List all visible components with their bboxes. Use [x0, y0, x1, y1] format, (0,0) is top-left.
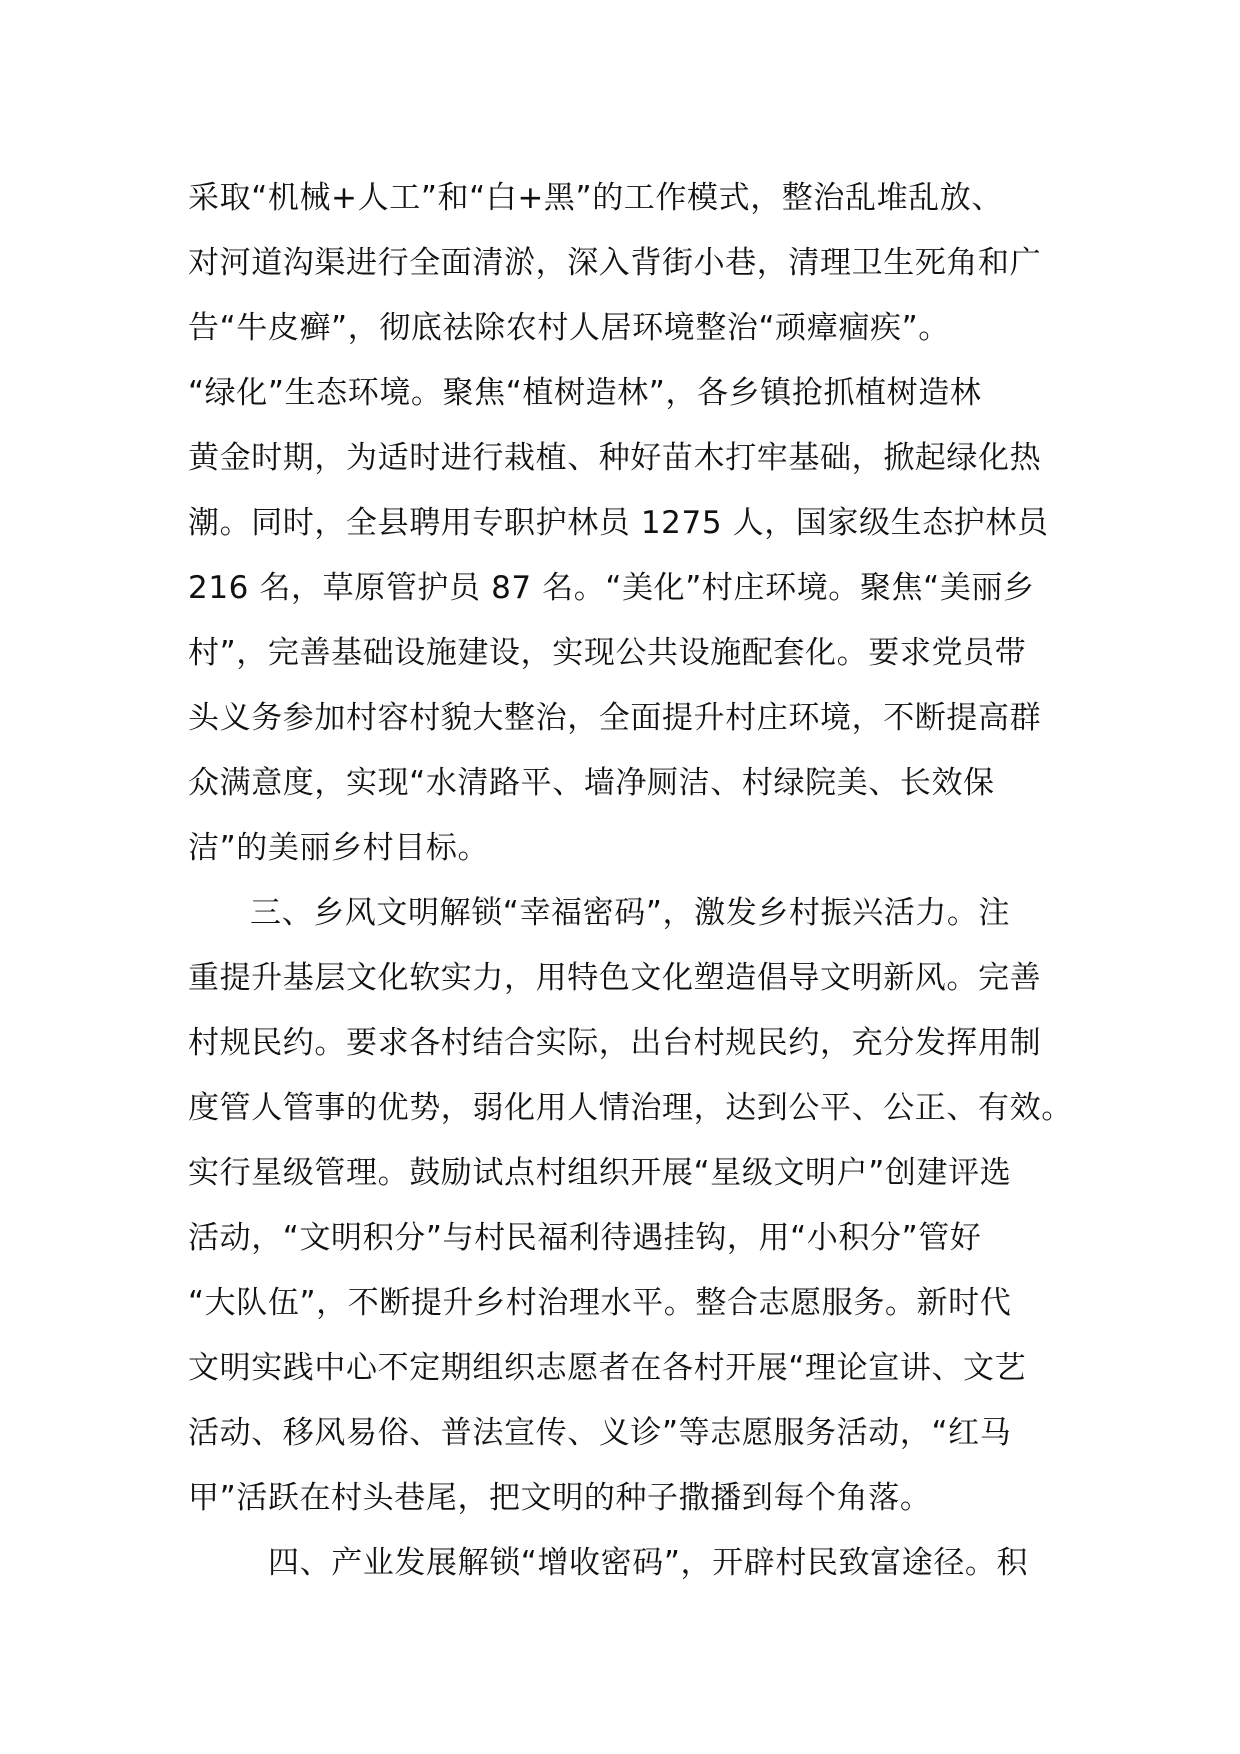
text-line: “大队伍”，不断提升乡村治理水平。整合志愿服务。新时代 [188, 1285, 1012, 1321]
text-line: 216 名，草原管护员 87 名。“美化”村庄环境。聚焦“美丽乡 [188, 570, 1035, 606]
text-line: 对河道沟渠进行全面清淤，深入背街小巷，清理卫生死角和广 [188, 245, 1042, 281]
text-line: 活动，“文明积分”与村民福利待遇挂钩，用“小积分”管好 [188, 1220, 982, 1256]
text-line: 村规民约。要求各村结合实际，出台村规民约，充分发挥用制 [188, 1025, 1042, 1061]
text-line: 三、乡风文明解锁“幸福密码”，激发乡村振兴活力。注 [250, 895, 1011, 931]
text-line: 四、产业发展解锁“增收密码”，开辟村民致富途径。积 [268, 1545, 1029, 1581]
text-line: 甲”活跃在村头巷尾，把文明的种子撒播到每个角落。 [188, 1480, 932, 1516]
text-line: 洁”的美丽乡村目标。 [188, 830, 490, 866]
text-line: 重提升基层文化软实力，用特色文化塑造倡导文明新风。完善 [188, 960, 1042, 996]
text-line: 众满意度，实现“水清路平、墙净厕洁、村绿院美、长效保 [188, 765, 995, 801]
text-line: 实行星级管理。鼓励试点村组织开展“星级文明户”创建评选 [188, 1155, 1012, 1191]
body-text [188, 166, 1073, 1596]
text-line: 采取“机械+人工”和“白+黑”的工作模式，整治乱堆乱放、 [188, 180, 1003, 216]
text-line: 活动、移风易俗、普法宣传、义诊”等志愿服务活动，“红马 [188, 1415, 1012, 1451]
text-line: 村”，完善基础设施建设，实现公共设施配套化。要求党员带 [188, 635, 1027, 671]
text-line: 潮。同时，全县聘用专职护林员 1275 人，国家级生态护林员 [188, 505, 1049, 541]
text-line: 告“牛皮癣”，彻底祛除农村人居环境整治“顽瘴痼疾”。 [188, 310, 950, 346]
text-line: “绿化”生态环境。聚焦“植树造林”，各乡镇抢抓植树造林 [188, 375, 982, 411]
text-line: 度管人管事的优势，弱化用人情治理，达到公平、公正、有效。 [188, 1090, 1073, 1126]
text-line: 文明实践中心不定期组织志愿者在各村开展“理论宣讲、文艺 [188, 1350, 1027, 1386]
text-line: 头义务参加村容村貌大整治，全面提升村庄环境，不断提高群 [188, 700, 1042, 736]
text-line: 黄金时期，为适时进行栽植、种好苗木打牢基础，掀起绿化热 [188, 440, 1042, 476]
